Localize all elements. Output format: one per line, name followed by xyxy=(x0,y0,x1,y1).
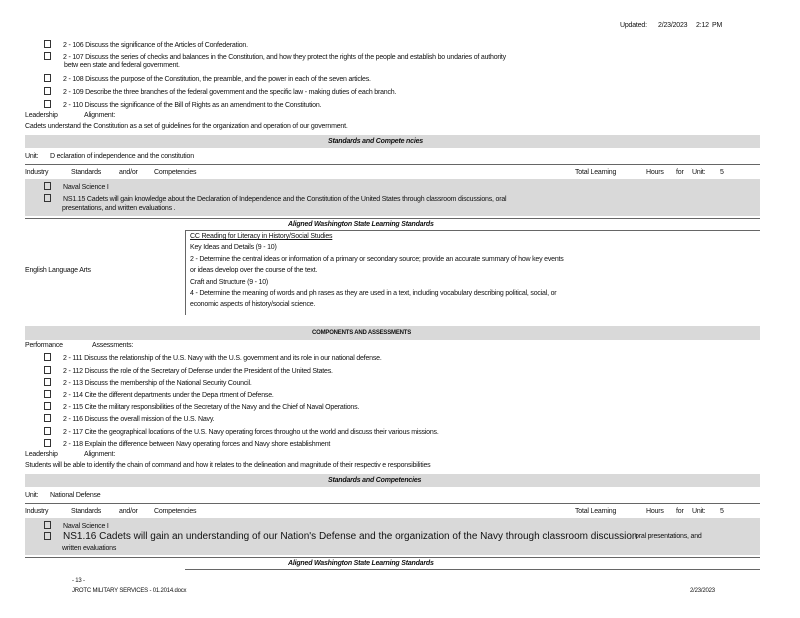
leadership-text: Students will be able to identify the chain of command and how it relates to the delineation and magnitude of their respectiv e responsibilities xyxy=(25,462,431,469)
hours-value: 5 xyxy=(720,508,724,515)
updated-label: Updated: xyxy=(620,22,647,29)
unit-label-2: Unit: xyxy=(692,508,706,515)
components-heading: COMPONENTS AND ASSESSMENTS xyxy=(312,330,412,336)
performance-label: Performance xyxy=(25,342,63,349)
checkbox-bullet-icon xyxy=(44,439,51,447)
ns-standard-tail: oral presentations, and xyxy=(635,533,702,540)
table-column-divider xyxy=(185,230,186,315)
checkbox-bullet-icon xyxy=(44,414,51,422)
checkbox-bullet-icon xyxy=(44,366,51,374)
checkbox-bullet-icon xyxy=(44,100,51,108)
table-header-rule xyxy=(185,569,760,570)
industry-label: Industry xyxy=(25,169,49,176)
standard-4-continuation: economic aspects of history/social science. xyxy=(190,301,316,308)
checkbox-bullet-icon xyxy=(44,40,51,48)
checkbox-bullet-icon xyxy=(44,52,51,60)
list-item: 2 - 116 Discuss the overall mission of the U.S. Navy. xyxy=(44,414,214,423)
competencies-label: Competencies xyxy=(154,508,197,515)
list-item: 2 - 112 Discuss the role of the Secretary of Defense under the President of the United States. xyxy=(44,366,333,375)
unit-name: D eclaration of independence and the constitution xyxy=(50,153,194,160)
total-learning-label: Total Learning xyxy=(575,169,617,176)
assessments-label: Assessments: xyxy=(92,342,134,349)
ns-standard-continuation: written evaluations xyxy=(62,545,117,552)
total-learning-label: Total Learning xyxy=(575,508,617,515)
andor-label: and/or xyxy=(119,169,138,176)
footer-document-name: JROTC MILITARY SERVICES - 01.2014.docx xyxy=(72,588,187,594)
list-item: 2 - 115 Cite the military responsibilities of the Secretary of the Navy and the Chief of Naval Operations. xyxy=(44,402,359,411)
unit-name: National Defense xyxy=(50,492,101,499)
page-number: - 13 - xyxy=(72,578,85,584)
checkbox-bullet-icon xyxy=(44,182,51,190)
unit-label: Unit: xyxy=(25,492,39,499)
updated-time: 2:12 xyxy=(696,22,709,29)
list-item: 2 - 106 Discuss the significance of the Articles of Confederation. xyxy=(44,40,248,49)
table-top-rule xyxy=(25,557,760,558)
alignment-label: Alignment: xyxy=(84,451,116,458)
unit-label: Unit: xyxy=(25,153,39,160)
standard-2-continuation: or ideas develop over the course of the text. xyxy=(190,267,318,274)
updated-ampm: PM xyxy=(712,22,723,29)
updated-date: 2/23/2023 xyxy=(658,22,688,29)
naval-science-line: Naval Science I xyxy=(44,521,109,530)
leadership-label: Leadership xyxy=(25,451,58,458)
hours-value: 5 xyxy=(720,169,724,176)
for-label: for xyxy=(676,169,684,176)
competencies-label: Competencies xyxy=(154,169,197,176)
standard-2-text: 2 - Determine the central ideas or information of a primary or secondary source; provide an accurate summary of how key events xyxy=(190,256,564,263)
checkbox-bullet-icon xyxy=(44,390,51,398)
for-label: for xyxy=(676,508,684,515)
checkbox-bullet-icon xyxy=(44,532,51,540)
naval-science-line: Naval Science I xyxy=(44,182,109,191)
checkbox-bullet-icon xyxy=(44,353,51,361)
list-item: 2 - 111 Discuss the relationship of the U.S. Navy with the U.S. government and its role in our national defense. xyxy=(44,353,382,362)
list-item: 2 - 118 Explain the difference between Navy operating forces and Navy shore establishment xyxy=(44,439,330,448)
checkbox-bullet-icon xyxy=(44,194,51,202)
andor-label: and/or xyxy=(119,508,138,515)
aligned-standards-heading: Aligned Washington State Learning Standards xyxy=(288,221,434,228)
unit-label-2: Unit: xyxy=(692,169,706,176)
standards-label: Standards xyxy=(71,508,102,515)
key-ideas-heading: Key Ideas and Details (9 - 10) xyxy=(190,244,277,251)
aligned-standards-heading: Aligned Washington State Learning Standards xyxy=(288,560,434,567)
checkbox-bullet-icon xyxy=(44,74,51,82)
table-header-rule xyxy=(185,230,760,231)
hours-label: Hours xyxy=(646,508,664,515)
list-item-continuation: betw een state and federal government. xyxy=(64,62,180,69)
list-item: 2 - 117 Cite the geographical locations of the U.S. Navy operating forces througho ut the world and discuss their various missions. xyxy=(44,427,439,436)
craft-heading: Craft and Structure (9 - 10) xyxy=(190,279,269,286)
list-item: 2 - 114 Cite the different departments under the Depa rtment of Defense. xyxy=(44,390,274,399)
footer-date: 2/23/2023 xyxy=(690,588,715,594)
checkbox-bullet-icon xyxy=(44,378,51,386)
standard-4-text: 4 - Determine the meaning of words and ph rases as they are used in a text, including vocabulary describing political, social, or xyxy=(190,290,557,297)
divider xyxy=(25,164,760,165)
divider xyxy=(25,503,760,504)
list-item: 2 - 108 Discuss the purpose of the Constitution, the preamble, and the power in each of the seven articles. xyxy=(44,74,371,83)
checkbox-bullet-icon xyxy=(44,427,51,435)
hours-label: Hours xyxy=(646,169,664,176)
ns-standard-line: NS1.16 Cadets will gain an understanding of our Nation's Defense and the organization of the Navy through classroom discussion xyxy=(44,531,637,542)
leadership-text: Cadets understand the Constitution as a set of guidelines for the organization and operation of our government. xyxy=(25,123,348,130)
list-item: 2 - 109 Describe the three branches of the federal government and the specific law - making duties of each branch. xyxy=(44,87,396,96)
leadership-label: Leadership xyxy=(25,112,58,119)
industry-label: Industry xyxy=(25,508,49,515)
list-item: 2 - 110 Discuss the significance of the Bill of Rights as an amendment to the Constitution. xyxy=(44,100,321,109)
standards-heading: Standards and Competencies xyxy=(328,477,422,484)
table-top-rule xyxy=(25,218,760,219)
alignment-label: Alignment: xyxy=(84,112,116,119)
ccr-heading: CC Reading for Literacy in History/Social Studies xyxy=(190,233,333,240)
standards-heading: Standards and Compete ncies xyxy=(328,138,423,145)
standards-label: Standards xyxy=(71,169,102,176)
ns-standard-line: NS1.15 Cadets will gain knowledge about the Declaration of Independence and the Constitution of the United States through classroom discussions, oral xyxy=(44,194,506,203)
ns-standard-continuation: presentations, and written evaluations . xyxy=(62,205,176,212)
checkbox-bullet-icon xyxy=(44,87,51,95)
list-item: 2 - 113 Discuss the membership of the National Security Council. xyxy=(44,378,252,387)
list-item: 2 - 107 Discuss the series of checks and balances in the Constitution, and how they protect the rights of the people and establish bo undaries of authority xyxy=(44,52,506,61)
ela-label: English Language Arts xyxy=(25,267,91,274)
checkbox-bullet-icon xyxy=(44,521,51,529)
checkbox-bullet-icon xyxy=(44,402,51,410)
